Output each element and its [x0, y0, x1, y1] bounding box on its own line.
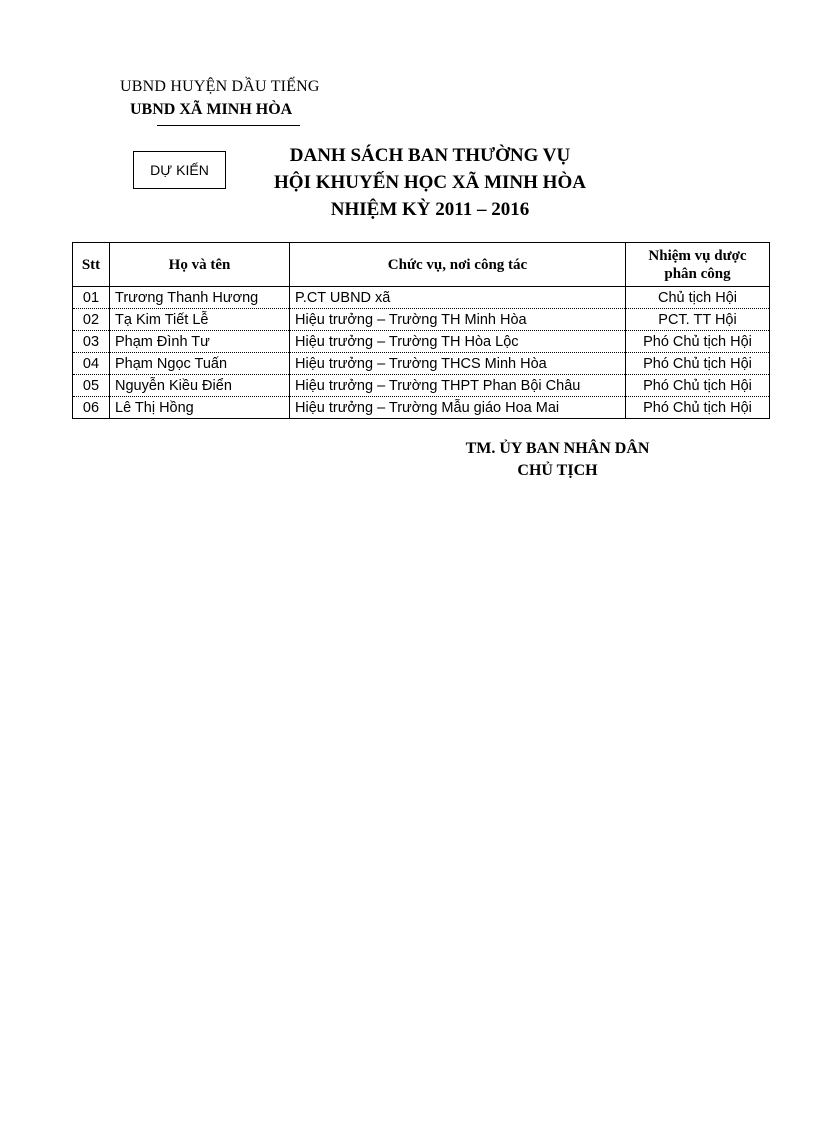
- draft-label: DỰ KIẾN: [150, 162, 209, 178]
- table-row: [73, 331, 770, 353]
- cell-position: Hiệu trưởng – Trường THCS Minh Hòa: [290, 353, 626, 375]
- cell-role: Chủ tịch Hội: [626, 287, 770, 309]
- cell-role: Phó Chủ tịch Hội: [626, 375, 770, 397]
- document-title-line3: NHIỆM KỲ 2011 – 2016: [330, 199, 530, 220]
- cell-stt: 02: [73, 309, 110, 331]
- cell-role: Phó Chủ tịch Hội: [626, 397, 770, 419]
- column-header-position: Chức vụ, nơi công tác: [290, 243, 626, 287]
- cell-name: Nguyễn Kiều Điển: [110, 375, 290, 397]
- cell-role: Phó Chủ tịch Hội: [626, 353, 770, 375]
- cell-position: P.CT UBND xã: [290, 287, 626, 309]
- column-header-stt: Stt: [73, 243, 110, 287]
- table-header-row: [73, 243, 770, 287]
- column-header-role: [626, 243, 770, 287]
- cell-stt: 04: [73, 353, 110, 375]
- members-table: [72, 242, 770, 419]
- signature-title: CHỦ TỊCH: [517, 462, 598, 479]
- column-header-role-line2: phân công: [664, 265, 731, 282]
- cell-name: Tạ Kim Tiết Lễ: [110, 309, 290, 331]
- signature-authority: TM. ỦY BAN NHÂN DÂN: [465, 440, 650, 457]
- column-header-name: Họ và tên: [110, 243, 290, 287]
- cell-role: Phó Chủ tịch Hội: [626, 331, 770, 353]
- cell-stt: 01: [73, 287, 110, 309]
- cell-position: Hiệu trưởng – Trường THPT Phan Bội Châu: [290, 375, 626, 397]
- cell-stt: 05: [73, 375, 110, 397]
- cell-name: Lê Thị Hồng: [110, 397, 290, 419]
- cell-position: Hiệu trưởng – Trường TH Minh Hòa: [290, 309, 626, 331]
- district-name: UBND HUYỆN DẦU TIẾNG: [120, 78, 320, 95]
- cell-position: Hiệu trưởng – Trường TH Hòa Lộc: [290, 331, 626, 353]
- cell-stt: 03: [73, 331, 110, 353]
- cell-role: PCT. TT Hội: [626, 309, 770, 331]
- table-row: [73, 287, 770, 309]
- cell-name: Trương Thanh Hương: [110, 287, 290, 309]
- draft-label-box: [133, 151, 226, 189]
- column-header-role-line1: Nhiệm vụ dược: [648, 247, 747, 264]
- cell-name: Phạm Đình Tư: [110, 331, 290, 353]
- table-row: [73, 397, 770, 419]
- document-title-line1: DANH SÁCH BAN THƯỜNG VỤ: [289, 145, 571, 166]
- table-row: [73, 309, 770, 331]
- table-row: [73, 375, 770, 397]
- cell-stt: 06: [73, 397, 110, 419]
- header-underline: [157, 125, 300, 126]
- commune-name: UBND XÃ MINH HÒA: [130, 101, 293, 118]
- cell-position: Hiệu trưởng – Trường Mẫu giáo Hoa Mai: [290, 397, 626, 419]
- table-row: [73, 353, 770, 375]
- cell-name: Phạm Ngọc Tuấn: [110, 353, 290, 375]
- document-title-line2: HỘI KHUYẾN HỌC XÃ MINH HÒA: [274, 172, 586, 193]
